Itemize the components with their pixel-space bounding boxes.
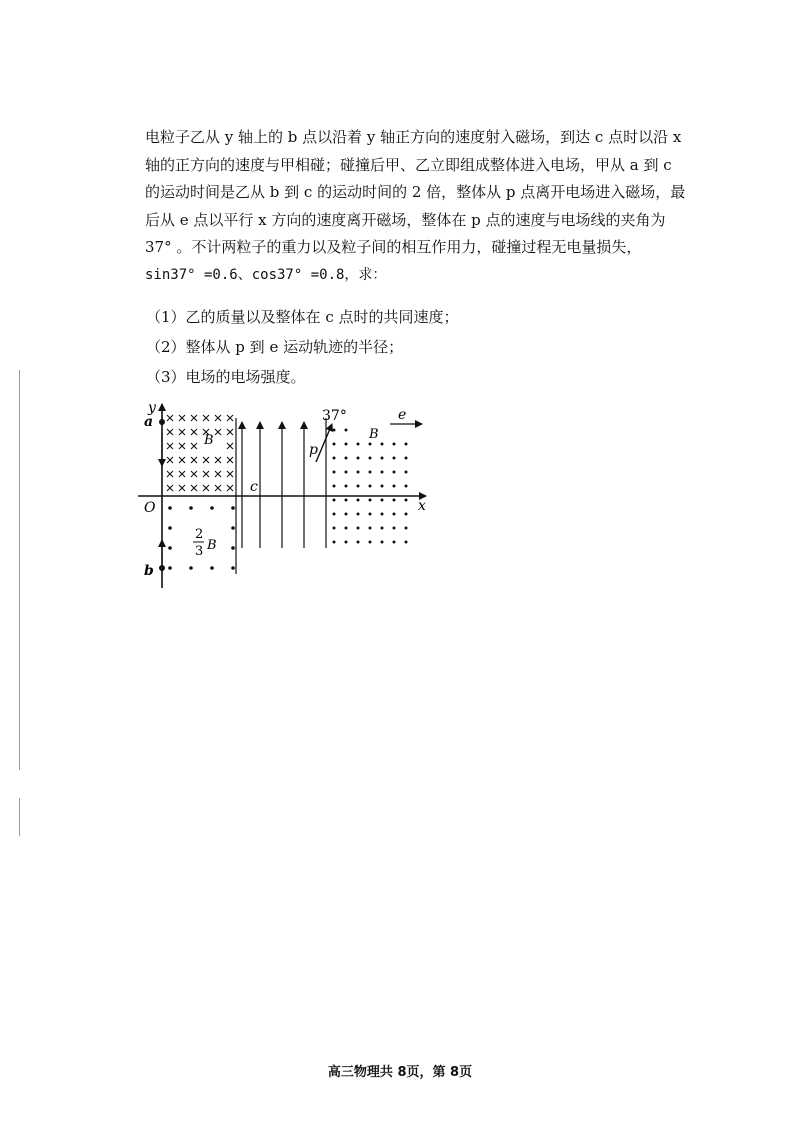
field-dot-symbol	[231, 526, 235, 530]
field-cross-symbol	[179, 415, 185, 421]
field-dot-symbol	[369, 541, 372, 544]
field-dot-symbol	[393, 499, 396, 502]
label-e: e	[398, 407, 407, 423]
field-cross-symbol	[227, 471, 233, 477]
field-cross-symbol	[179, 457, 185, 463]
field-cross-symbol	[167, 443, 173, 449]
field-dot-symbol	[381, 485, 384, 488]
field-dot-symbol	[405, 541, 408, 544]
field-dot-symbol	[333, 527, 336, 530]
problem-line: 37° 。不计两粒子的重力以及粒子间的相互作用力，碰撞过程无电量损失，	[145, 238, 642, 256]
field-cross-symbol	[203, 471, 209, 477]
field-cross-symbol	[203, 457, 209, 463]
field-dot-symbol	[357, 513, 360, 516]
magnetic-field-into-page	[167, 415, 233, 491]
field-cross-symbol	[227, 485, 233, 491]
field-dot-symbol	[333, 429, 336, 432]
field-dot-symbol	[393, 527, 396, 530]
field-dot-symbol	[333, 541, 336, 544]
field-dot-symbol	[345, 471, 348, 474]
scan-margin-line	[19, 370, 20, 770]
field-cross-symbol	[179, 429, 185, 435]
field-dot-symbol	[357, 485, 360, 488]
field-cross-symbol	[179, 443, 185, 449]
field-dot-symbol	[357, 499, 360, 502]
field-diagram	[138, 402, 438, 592]
field-dot-symbol	[357, 457, 360, 460]
field-dot-symbol	[393, 541, 396, 544]
field-dot-symbol	[168, 506, 172, 510]
field-dot-symbol	[393, 443, 396, 446]
label-x: x	[418, 498, 426, 514]
field-dot-symbol	[405, 457, 408, 460]
point-b	[159, 565, 165, 571]
field-dot-symbol	[405, 513, 408, 516]
field-cross-symbol	[191, 457, 197, 463]
field-dot-symbol	[210, 566, 214, 570]
field-cross-symbol	[167, 429, 173, 435]
problem-line: 后从 e 点以平行 x 方向的速度离开磁场，整体在 p 点的速度与电场线的夹角为	[145, 210, 666, 229]
field-cross-symbol	[227, 457, 233, 463]
field-dot-symbol	[333, 513, 336, 516]
field-cross-symbol	[203, 485, 209, 491]
field-cross-symbol	[191, 485, 197, 491]
field-dot-symbol	[393, 485, 396, 488]
scan-margin-line	[19, 798, 20, 836]
field-cross-symbol	[227, 429, 233, 435]
field-dot-symbol	[369, 443, 372, 446]
field-dot-symbol	[345, 485, 348, 488]
field-dot-symbol	[405, 485, 408, 488]
label-B-right: B	[369, 427, 379, 442]
field-dot-symbol	[345, 429, 348, 432]
field-dot-symbol	[357, 541, 360, 544]
field-cross-symbol	[191, 443, 197, 449]
field-cross-symbol	[227, 443, 233, 449]
field-dot-symbol	[210, 506, 214, 510]
field-dot-symbol	[345, 457, 348, 460]
field-dot-symbol	[369, 457, 372, 460]
problem-line: 电粒子乙从 y 轴上的 b 点以沿着 y 轴正方向的速度射入磁场，到达 c 点时以沿 x	[145, 128, 682, 146]
field-dot-symbol	[405, 471, 408, 474]
label-B-lower: B	[207, 538, 217, 553]
label-p: p	[309, 442, 318, 458]
field-dot-symbol	[381, 499, 384, 502]
field-cross-symbol	[179, 471, 185, 477]
field-dot-symbol	[333, 457, 336, 460]
field-dot-symbol	[231, 506, 235, 510]
problem-line: sin37° =0.6、cos37° =0.8，求：	[145, 266, 387, 283]
problem-line: 的运动时间是乙从 b 到 c 的运动时间的 2 倍，整体从 p 点离开电场进入磁场，最	[145, 183, 686, 201]
field-cross-symbol	[167, 485, 173, 491]
field-dot-symbol	[369, 513, 372, 516]
field-dot-symbol	[357, 443, 360, 446]
field-cross-symbol	[167, 471, 173, 477]
label-B-lower-numerator: 2	[195, 527, 204, 542]
field-dot-symbol	[168, 546, 172, 550]
magnetic-field-out-of-page-right	[333, 429, 408, 544]
field-dot-symbol	[381, 457, 384, 460]
field-dot-symbol	[345, 541, 348, 544]
field-cross-symbol	[191, 415, 197, 421]
label-angle: 37°	[322, 408, 347, 424]
problem-line: 轴的正方向的速度与甲相碰；碰撞后甲、乙立即组成整体进入电场，甲从 a 到 c	[145, 155, 672, 174]
field-cross-symbol	[191, 429, 197, 435]
field-dot-symbol	[369, 499, 372, 502]
field-dot-symbol	[369, 527, 372, 530]
field-dot-symbol	[381, 471, 384, 474]
field-dot-symbol	[393, 457, 396, 460]
label-a: a	[144, 414, 154, 430]
field-dot-symbol	[333, 471, 336, 474]
label-B-lower-denominator: 3	[195, 544, 204, 559]
question-1: （1）乙的质量以及整体在 c 点时的共同速度；	[146, 308, 459, 326]
field-dot-symbol	[345, 513, 348, 516]
problem-text	[145, 124, 695, 289]
field-dot-symbol	[333, 443, 336, 446]
question-2: （2）整体从 p 到 e 运动轨迹的半径；	[146, 338, 404, 356]
field-dot-symbol	[231, 546, 235, 550]
field-dot-symbol	[393, 471, 396, 474]
field-dot-symbol	[189, 566, 193, 570]
field-dot-symbol	[369, 471, 372, 474]
field-dot-symbol	[333, 499, 336, 502]
field-dot-symbol	[231, 566, 235, 570]
field-dot-symbol	[405, 499, 408, 502]
page-footer: 高三物理共 8页，第 8页	[327, 1065, 473, 1080]
field-dot-symbol	[369, 485, 372, 488]
label-y: y	[148, 402, 156, 416]
field-dot-symbol	[381, 443, 384, 446]
field-cross-symbol	[215, 485, 221, 491]
label-o: O	[144, 500, 156, 516]
question-3: （3）电场的电场强度。	[146, 368, 306, 386]
field-dot-symbol	[189, 506, 193, 510]
field-cross-symbol	[215, 457, 221, 463]
field-dot-symbol	[381, 527, 384, 530]
field-dot-symbol	[381, 513, 384, 516]
label-B-upper: B	[204, 433, 214, 448]
field-dot-symbol	[345, 527, 348, 530]
field-cross-symbol	[179, 485, 185, 491]
field-cross-symbol	[203, 415, 209, 421]
label-c: c	[250, 479, 258, 495]
field-cross-symbol	[215, 471, 221, 477]
field-cross-symbol	[167, 457, 173, 463]
field-dot-symbol	[393, 513, 396, 516]
field-dot-symbol	[168, 566, 172, 570]
field-dot-symbol	[333, 485, 336, 488]
field-cross-symbol	[191, 471, 197, 477]
field-dot-symbol	[357, 527, 360, 530]
field-cross-symbol	[167, 415, 173, 421]
field-dot-symbol	[405, 443, 408, 446]
label-b: b	[144, 563, 154, 579]
point-a	[159, 419, 165, 425]
field-dot-symbol	[345, 443, 348, 446]
field-dot-symbol	[405, 527, 408, 530]
field-cross-symbol	[215, 429, 221, 435]
velocity-at-p-arrow	[316, 424, 332, 462]
field-dot-symbol	[381, 541, 384, 544]
field-dot-symbol	[345, 499, 348, 502]
field-cross-symbol	[215, 415, 221, 421]
field-dot-symbol	[168, 526, 172, 530]
field-cross-symbol	[227, 415, 233, 421]
field-dot-symbol	[357, 471, 360, 474]
